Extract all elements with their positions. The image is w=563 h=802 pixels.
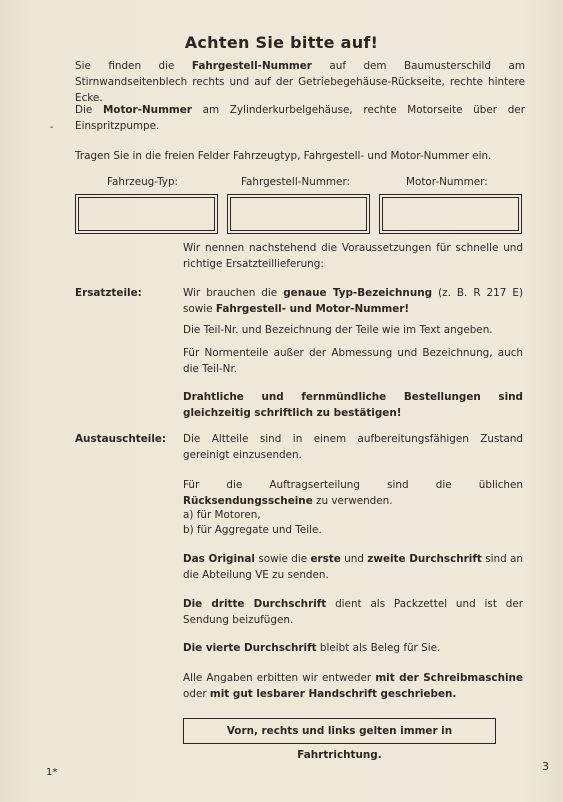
intro-paragraph-fill-in: Tragen Sie in die freien Felder Fahrzeugtyp, Fahrgestell- und Motor-Nummer ein. (75, 150, 492, 162)
intro-paragraph-chassis (75, 58, 525, 106)
engine-number-field[interactable] (379, 194, 522, 234)
text-bold: Das Original (183, 553, 255, 565)
vehicle-type-field[interactable] (75, 194, 218, 234)
section-label-austauschteile: Austauschteile: (75, 433, 167, 445)
vehicle-type-label: Fahrzeug-Typ: (107, 176, 179, 188)
text: Alle Angaben erbitten wir entweder (183, 672, 376, 684)
text: sind an die Abteilung VE zu senden. (183, 553, 523, 581)
text-bold: Fahrgestell-Nummer (191, 60, 312, 72)
text: sowie die (254, 553, 311, 565)
austauschteile-paragraph-1: Die Altteile sind in einem aufbereitungsfähigen Zustand gereinigt einzusenden. (183, 433, 523, 461)
signature-mark: 1* (46, 767, 58, 778)
text-bold: Die dritte Durchschrift (183, 598, 327, 610)
list-item-a: a) für Motoren, (183, 509, 261, 521)
austauschteile-paragraph-2 (183, 477, 523, 509)
section-label-ersatzteile: Ersatzteile: (75, 287, 142, 299)
chassis-number-label: Fahrgestell-Nummer: (241, 176, 351, 188)
text-bold: Fahrgestell- und Motor-Nummer! (215, 303, 410, 315)
text-bold: mit gut lesbarer Handschrift geschrieben. (209, 688, 457, 700)
text: Wir brauchen die (183, 287, 284, 299)
text-bold: Die vierte Durchschrift (183, 642, 317, 654)
text: und (340, 553, 368, 565)
page-number: 3 (542, 760, 549, 773)
engine-number-label: Motor-Nummer: (406, 176, 488, 188)
text: bleibt als Beleg für Sie. (316, 642, 441, 654)
text-bold: genaue Typ-Bezeichnung (283, 287, 433, 299)
ersatzteile-paragraph-4: Drahtliche und fernmündliche Bestellungen sind gleichzeitig schriftlich zu bestätigen! (183, 391, 523, 419)
text: am Zylinderkurbelgehäuse, rechte Motorseite über der Einspritzpumpe. (75, 104, 525, 132)
requirements-lead: Wir nennen nachstehend die Voraussetzungen für schnelle und richtige Ersatzteillieferung: (183, 242, 523, 270)
ersatzteile-paragraph-1 (183, 285, 523, 317)
ersatzteile-paragraph-3: Für Normenteile außer der Abmessung und Bezeichnung, auch die Teil-Nr. (183, 347, 523, 375)
direction-notice-box: Vorn, rechts und links gelten immer in Fahrtrichtung. (183, 718, 496, 744)
list-item-b: b) für Aggregate und Teile. (183, 524, 322, 536)
ersatzteile-paragraph-2: Die Teil-Nr. und Bezeichnung der Teile wie im Text angeben. (183, 324, 493, 336)
text-bold: Rücksendungsscheine (183, 495, 313, 507)
text: auf dem Baumusterschild am Stirnwandseitenblech rechts und auf der Getriebegehäuse-Rückseite, rechte hintere Ecke. (75, 60, 525, 104)
margin-mark: - (50, 122, 54, 133)
text: dient als Packzettel und ist der Sendung beizufügen. (183, 598, 523, 626)
text-bold: mit der Schreibmaschine (375, 672, 523, 684)
text-bold: erste (310, 553, 341, 565)
intro-paragraph-engine (75, 102, 525, 134)
text: Sie finden die (75, 60, 192, 72)
text: oder (183, 688, 210, 700)
text: (z. B. R 217 E) sowie (183, 287, 523, 315)
text-bold: zweite Durchschrift (367, 553, 482, 565)
page-title: Achten Sie bitte auf! (184, 33, 379, 52)
austauschteile-paragraph-6 (183, 670, 523, 702)
chassis-number-field[interactable] (227, 194, 370, 234)
text-bold: Motor-Nummer (102, 104, 192, 116)
austauschteile-paragraph-4 (183, 596, 523, 628)
text: zu verwenden. (312, 495, 393, 507)
austauschteile-paragraph-3 (183, 551, 523, 583)
austauschteile-paragraph-5 (183, 640, 523, 656)
text: Für die Auftragserteilung sind die üblichen (183, 479, 523, 491)
text: Die (75, 104, 103, 116)
